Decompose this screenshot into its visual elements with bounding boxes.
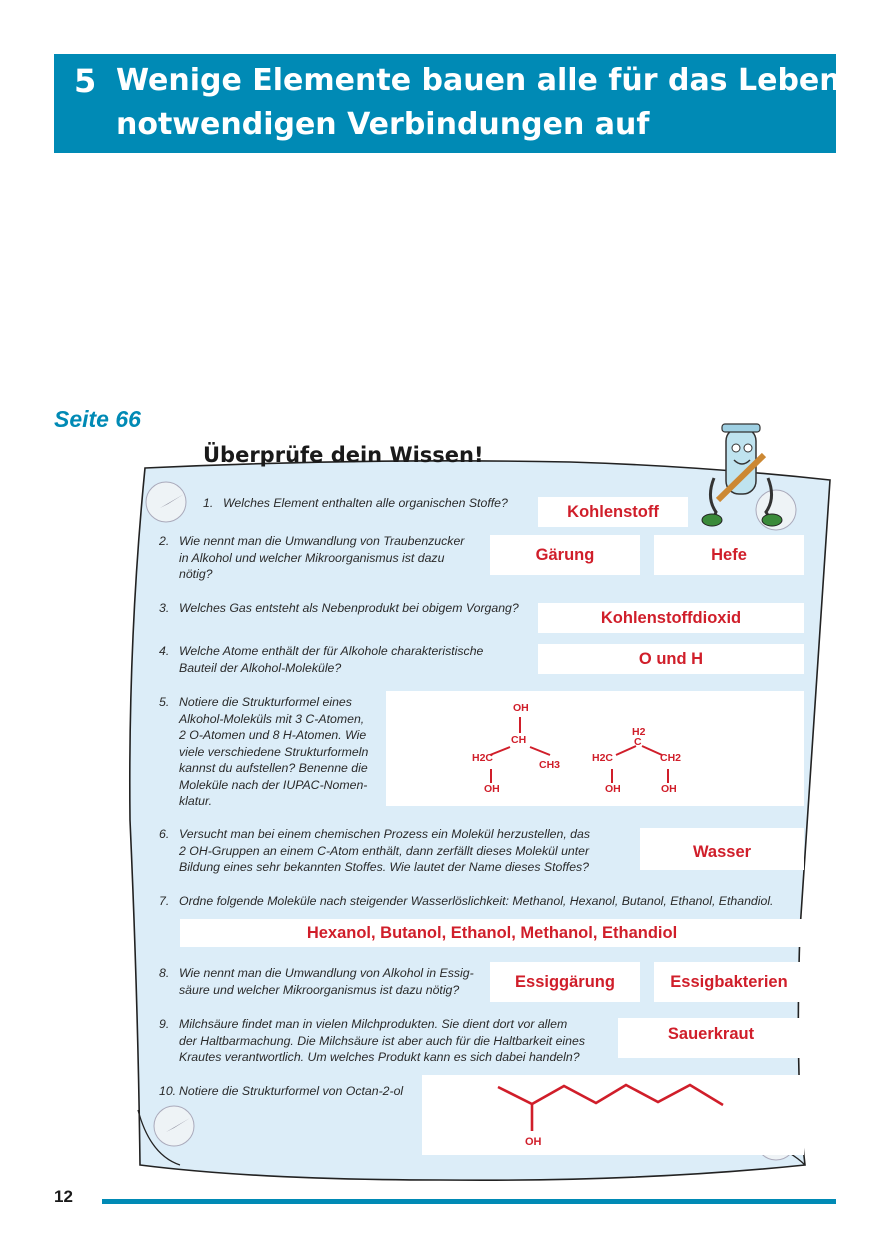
question-text-line: 2 OH-Gruppen an einem C-Atom enthält, dann zerfällt dieses Molekül unter	[179, 843, 590, 858]
answer-field[interactable]: Hexanol, Butanol, Ethanol, Methanol, Ethandiol	[180, 919, 804, 947]
chapter-number: 5	[74, 62, 97, 100]
question-1	[203, 495, 508, 512]
question-2	[159, 533, 464, 583]
answer-field[interactable]: Essigbakterien	[654, 962, 804, 1002]
question-text-line: nötig?	[179, 567, 213, 581]
page-reference: Seite 66	[54, 406, 141, 432]
footer-rule	[102, 1199, 836, 1204]
question-text-line: Krautes verantwortlich. Um welches Produkt kann es sich dabei handeln?	[179, 1050, 580, 1064]
question-text-line: kannst du aufstellen? Benenne die	[179, 761, 368, 775]
question-text-line: säure und welcher Mikroorganismus ist dazu nötig?	[179, 982, 460, 997]
question-number: 4.	[159, 644, 170, 658]
atom-label: C	[634, 736, 642, 748]
chapter-title-line2: notwendigen Verbindungen auf	[116, 107, 650, 142]
chapter-title-line1: Wenige Elemente bauen alle für das Leben	[116, 63, 841, 98]
answer-text: Sauerkraut	[667, 1024, 755, 1043]
atom-label: OH	[661, 783, 677, 795]
question-text-line: viele verschiedene Strukturformeln	[179, 744, 369, 759]
atom-label: CH2	[660, 752, 682, 764]
atom-label: OH	[484, 783, 500, 795]
question-text-line: der Haltbarmachung. Die Milchsäure ist aber auch für die Haltbarkeit eines	[179, 1033, 585, 1048]
section-title: Überprüfe dein Wissen!	[203, 443, 484, 467]
question-text-line: Bildung eines sehr bekannten Stoffes. Wie lautet der Name dieses Stoffes?	[179, 860, 590, 874]
question-text: Welches Element enthalten alle organischen Stoffe?	[223, 496, 508, 510]
question-8	[159, 965, 474, 998]
octan-2-ol-skeletal-formula	[422, 1075, 804, 1155]
atom-label: H2C	[472, 752, 494, 764]
atom-label: H2	[632, 726, 646, 738]
pin-icon	[154, 1106, 194, 1146]
question-3	[159, 600, 519, 617]
answer-field[interactable]	[618, 1018, 804, 1058]
answer-field[interactable]: Kohlenstoffdioxid	[538, 603, 804, 633]
question-number: 6.	[159, 827, 170, 841]
question-text: Ordne folgende Moleküle nach steigender Wasserlöslichkeit: Methanol, Hexanol, Butanol, Ethanol, Ethandiol.	[179, 894, 774, 908]
atom-label: OH	[513, 702, 529, 714]
question-9	[159, 1016, 585, 1066]
question-text-line: Moleküle nach der IUPAC-Nomen-	[179, 777, 368, 792]
answer-field[interactable]: O und H	[538, 644, 804, 674]
question-number: 2.	[159, 534, 170, 548]
question-text-line: Wie nennt man die Umwandlung von Traubenzucker	[179, 534, 465, 548]
structural-formulas	[386, 691, 804, 806]
question-text-line: klatur.	[179, 794, 213, 808]
page-number: 12	[54, 1187, 73, 1206]
question-text-line: Wie nennt man die Umwandlung von Alkohol in Essig-	[179, 966, 474, 980]
atom-label: H2C	[592, 752, 614, 764]
question-number: 7.	[159, 894, 170, 908]
atom-label: OH	[605, 783, 621, 795]
answer-field[interactable]: Kohlenstoff	[538, 497, 688, 527]
question-text-line: 2 O-Atomen und 8 H-Atomen. Wie	[179, 728, 367, 742]
question-text-line: Milchsäure findet man in vielen Milchprodukten. Sie dient dort vor allem	[179, 1017, 568, 1031]
question-text: Notiere die Strukturformel von Octan-2-ol	[179, 1084, 404, 1098]
atom-label: OH	[525, 1136, 542, 1148]
atom-label: CH	[511, 734, 527, 746]
question-4	[159, 643, 483, 676]
atom-label: CH3	[539, 759, 561, 771]
question-number: 8.	[159, 966, 170, 980]
answer-field[interactable]: Gärung	[490, 535, 640, 575]
question-text: Welches Gas entsteht als Nebenprodukt bei obigem Vorgang?	[179, 601, 519, 615]
question-number: 3.	[159, 601, 170, 615]
question-text-line: Bauteil der Alkohol-Moleküle?	[179, 660, 342, 675]
pin-icon	[146, 482, 186, 522]
question-10	[159, 1083, 403, 1100]
question-number: 10.	[159, 1084, 177, 1098]
question-number: 5.	[159, 695, 170, 709]
question-text-line: Welche Atome enthält der für Alkohole charakteristische	[179, 644, 484, 658]
answer-field[interactable]: Essiggärung	[490, 962, 640, 1002]
question-text-line: Versucht man bei einem chemischen Prozess ein Molekül herzustellen, das	[179, 827, 591, 841]
answer-text: Wasser	[692, 843, 752, 861]
question-5	[159, 694, 368, 810]
answer-field[interactable]: Hefe	[654, 535, 804, 575]
answer-field[interactable]	[640, 828, 804, 870]
question-text-line: Alkohol-Moleküls mit 3 C-Atomen,	[179, 711, 365, 726]
question-text-line: Notiere die Strukturformel eines	[179, 695, 352, 709]
question-7	[159, 893, 773, 910]
question-number: 9.	[159, 1017, 170, 1031]
question-text-line: in Alkohol und welcher Mikroorganismus ist dazu	[179, 550, 445, 565]
question-number: 1.	[203, 496, 214, 510]
question-6	[159, 826, 590, 876]
